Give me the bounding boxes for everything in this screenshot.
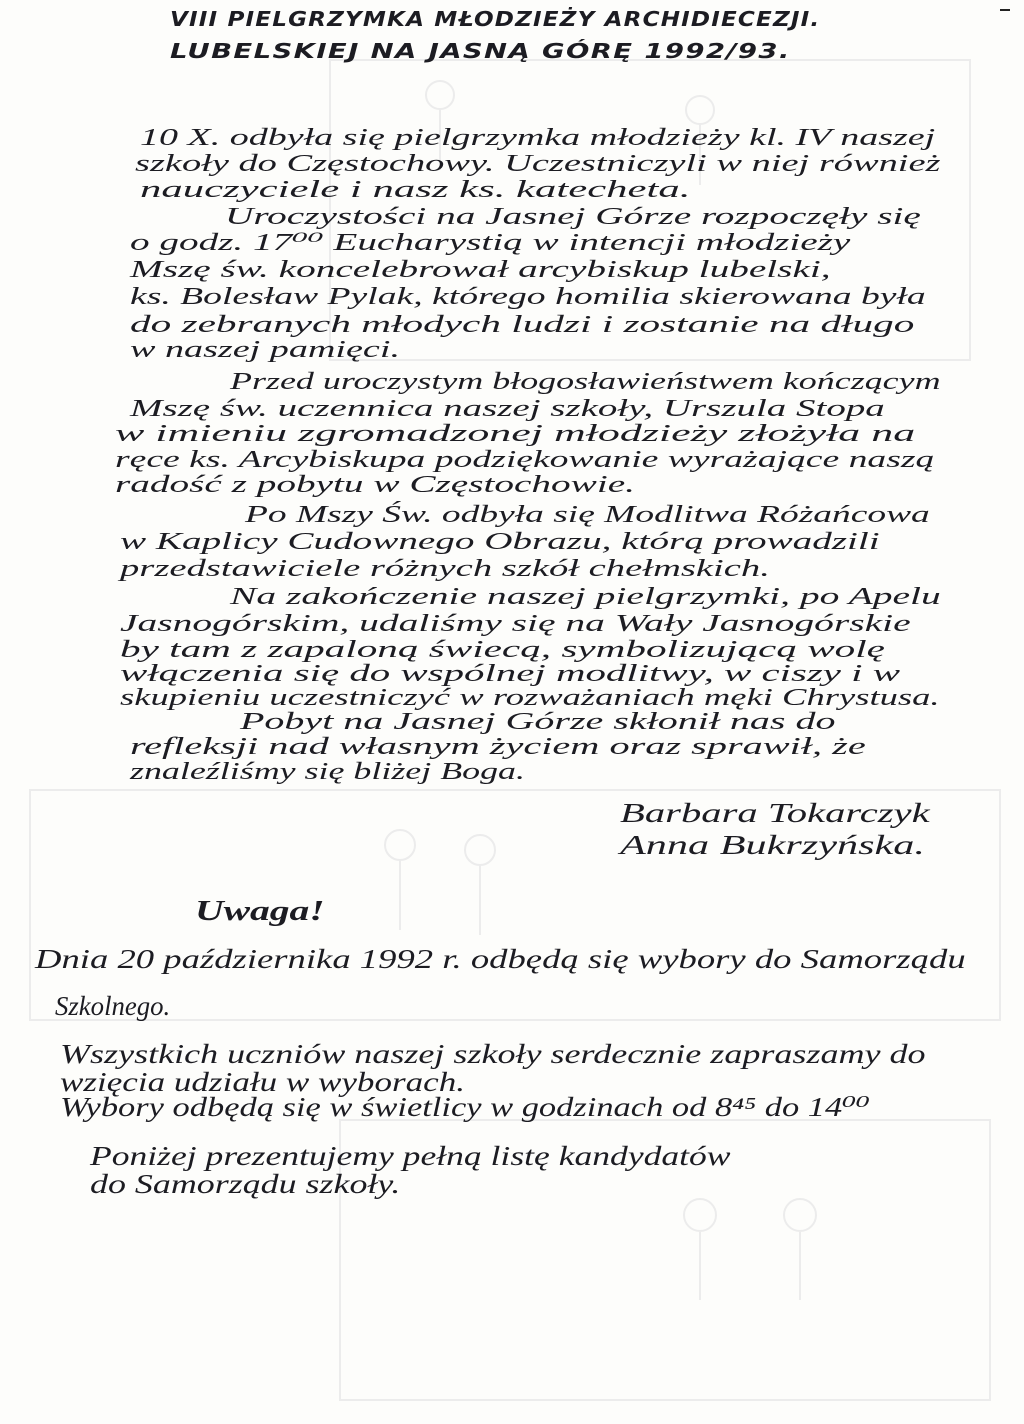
report-line: znaleźliśmy się bliżej Boga. [130,759,525,785]
report-line: ręce ks. Arcybiskupa podziękowanie wyrażające naszą [115,447,935,473]
bleed-through-figure-head [684,1199,716,1231]
bleed-through-figure-head [465,835,495,865]
report-line: w imieniu zgromadzonej młodzieży złożyła na [115,421,916,447]
report-line: do zebranych młodych ludzi i zostanie na długo [130,312,915,338]
report-line: Uroczystości na Jasnej Górze rozpoczęły się [225,204,921,230]
report-line: Po Mszy Św. odbyła się Modlitwa Różańcowa [245,502,930,528]
notice-line: Dnia 20 października 1992 r. odbędą się wybory do Samorządu [35,944,966,974]
bleed-through-figure-head [385,830,415,860]
document-title-line: LUBELSKIEJ NA JASNĄ GÓRĘ 1992/93. [170,39,791,63]
signature: Barbara Tokarczyk [620,798,930,828]
report-line: w Kaplicy Cudownego Obrazu, którą prowadzili [120,529,880,555]
report-line: skupieniu uczestniczyć w rozważaniach męki Chrystusa. [120,685,940,711]
bleed-through-figure-head [426,81,454,109]
notice-line: Wszystkich uczniów naszej szkoły serdecznie zapraszamy do [60,1039,926,1069]
report-line: o godz. 17⁰⁰ Eucharystią w intencji młodzieży [130,230,851,256]
report-line: refleksji nad własnym życiem oraz sprawił, że [130,734,866,760]
bleed-through-figure-head [784,1199,816,1231]
report-line: szkoły do Częstochowy. Uczestniczyli w niej również [135,151,941,177]
bleed-through-figure-head [686,96,714,124]
report-line: Mszę św. koncelebrował arcybiskup lubelski, [130,257,831,283]
report-line: Mszę św. uczennica naszej szkoły, Urszula Stopa [130,396,885,422]
report-line: Jasnogórskim, udaliśmy się na Wały Jasnogórskie [120,611,911,637]
report-line: by tam z zapaloną świecą, symbolizującą wolę [120,637,885,663]
report-line: nauczyciele i nasz ks. katecheta. [140,177,691,203]
report-line: 10 X. odbyła się pielgrzymka młodzieży kl. IV naszej [140,125,936,151]
notice-line: Wybory odbędą się w świetlicy w godzinach od 8⁴⁵ do 14⁰⁰ [60,1092,870,1122]
notice-line: do Samorządu szkoły. [90,1169,401,1199]
scan-mark [1000,9,1010,11]
document-title-line: VIII PIELGRZYMKA MŁODZIEŻY ARCHIDIECEZJI. [170,7,821,31]
report-line: w naszej pamięci. [130,337,400,363]
notice-line: Poniżej prezentujemy pełną listę kandydatów [90,1141,731,1171]
report-line: przedstawiciele różnych szkół chełmskich. [120,556,770,582]
report-line: włączenia się do wspólnej modlitwy, w ciszy i w [120,661,900,687]
notice-heading: Uwaga! [195,896,325,927]
report-line: ks. Bolesław Pylak, którego homilia skierowana była [130,284,926,310]
notice-line: Szkolnego. [55,991,171,1021]
report-line: Przed uroczystym błogosławieństwem kończącym [230,369,941,395]
report-line: Pobyt na Jasnej Górze skłonił nas do [240,709,836,735]
signature: Anna Bukrzyńska. [620,830,925,860]
report-line: radość z pobytu w Częstochowie. [115,472,635,498]
notice-line: wzięcia udziału w wyborach. [60,1067,465,1097]
report-line: Na zakończenie naszej pielgrzymki, po Apelu [230,584,941,610]
